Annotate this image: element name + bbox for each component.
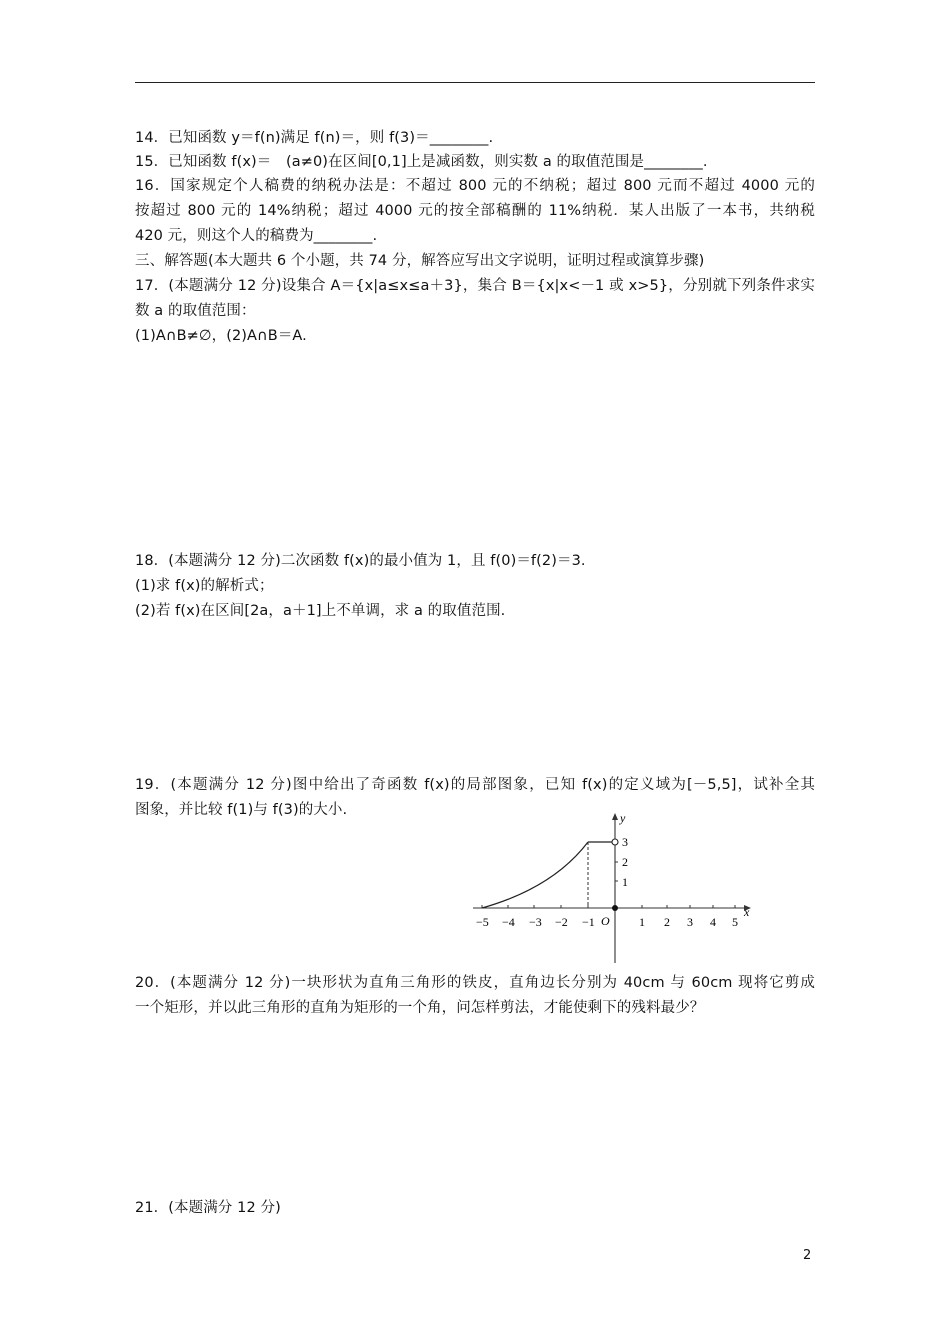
x-tick-label: 5 xyxy=(732,915,738,929)
header-rule xyxy=(135,82,815,83)
question-20-line2: 一个矩形，并以此三角形的直角为矩形的一个角，问怎样剪法，才能使剩下的残料最少？ xyxy=(135,1000,705,1016)
question-16-line2: 按超过 800 元的 14%纳税；超过 4000 元的按全部稿酬的 11%纳税．某人出版了一本书，共纳税 xyxy=(135,203,815,219)
question-16-line3: 420 元，则这个人的稿费为________. xyxy=(135,228,378,244)
y-axis-label: y xyxy=(620,811,626,825)
x-tick-label: −5 xyxy=(476,915,489,929)
y-tick-label: 2 xyxy=(622,855,628,869)
section-3-heading: 三、解答题(本大题共 6 个小题，共 74 分，解答应写出文字说明，证明过程或演算步骤) xyxy=(135,253,705,269)
y-tick-label: 1 xyxy=(622,875,628,889)
question-17-line2: 数 a 的取值范围： xyxy=(135,303,256,319)
x-tick-label: −1 xyxy=(582,915,595,929)
x-axis-label: x xyxy=(744,905,750,919)
page-number: 2 xyxy=(803,1248,812,1263)
question-19-line1: 19．(本题满分 12 分)图中给出了奇函数 f(x)的局部图象，已知 f(x)的定义域为[－5,5]，试补全其 xyxy=(135,777,815,793)
y-tick-label: 3 xyxy=(622,835,628,849)
origin-label: O xyxy=(601,914,610,928)
function-graph xyxy=(468,808,758,968)
question-15: 15．已知函数 f(x)＝ (a≠0)在区间[0,1]上是减函数，则实数 a 的取值范围是________. xyxy=(135,154,708,170)
x-tick-label: 3 xyxy=(687,915,693,929)
question-17-line3: (1)A∩B≠∅，(2)A∩B＝A. xyxy=(135,328,307,344)
question-20-line1: 20．(本题满分 12 分)一块形状为直角三角形的铁皮，直角边长分别为 40cm 与 60cm 现将它剪成 xyxy=(135,975,815,991)
question-18-line3: (2)若 f(x)在区间[2a，a＋1]上不单调，求 a 的取值范围. xyxy=(135,603,506,619)
question-18-line1: 18．(本题满分 12 分)二次函数 f(x)的最小值为 1，且 f(0)＝f(2)＝3. xyxy=(135,553,586,569)
function-curve xyxy=(482,842,588,908)
open-point xyxy=(612,839,618,845)
question-17-line1: 17．(本题满分 12 分)设集合 A＝{x|a≤x≤a＋3}，集合 B＝{x|x<－1 或 x>5}，分别就下列条件求实 xyxy=(135,278,815,294)
x-tick-label: 1 xyxy=(639,915,645,929)
y-axis-arrow xyxy=(612,813,618,820)
question-16-line1: 16．国家规定个人稿费的纳税办法是：不超过 800 元的不纳税；超过 800 元而不超过 4000 元的 xyxy=(135,178,815,194)
x-tick-label: −3 xyxy=(529,915,542,929)
origin-point xyxy=(612,905,618,911)
x-tick-label: −4 xyxy=(502,915,515,929)
question-21: 21．(本题满分 12 分) xyxy=(135,1200,281,1216)
question-18-line2: (1)求 f(x)的解析式； xyxy=(135,578,274,594)
question-19-line2: 图象，并比较 f(1)与 f(3)的大小. xyxy=(135,802,348,818)
x-tick-label: 4 xyxy=(710,915,716,929)
x-tick-label: 2 xyxy=(664,915,670,929)
x-tick-label: −2 xyxy=(555,915,568,929)
question-14: 14．已知函数 y＝f(n)满足 f(n)＝，则 f(3)＝________. xyxy=(135,130,494,146)
